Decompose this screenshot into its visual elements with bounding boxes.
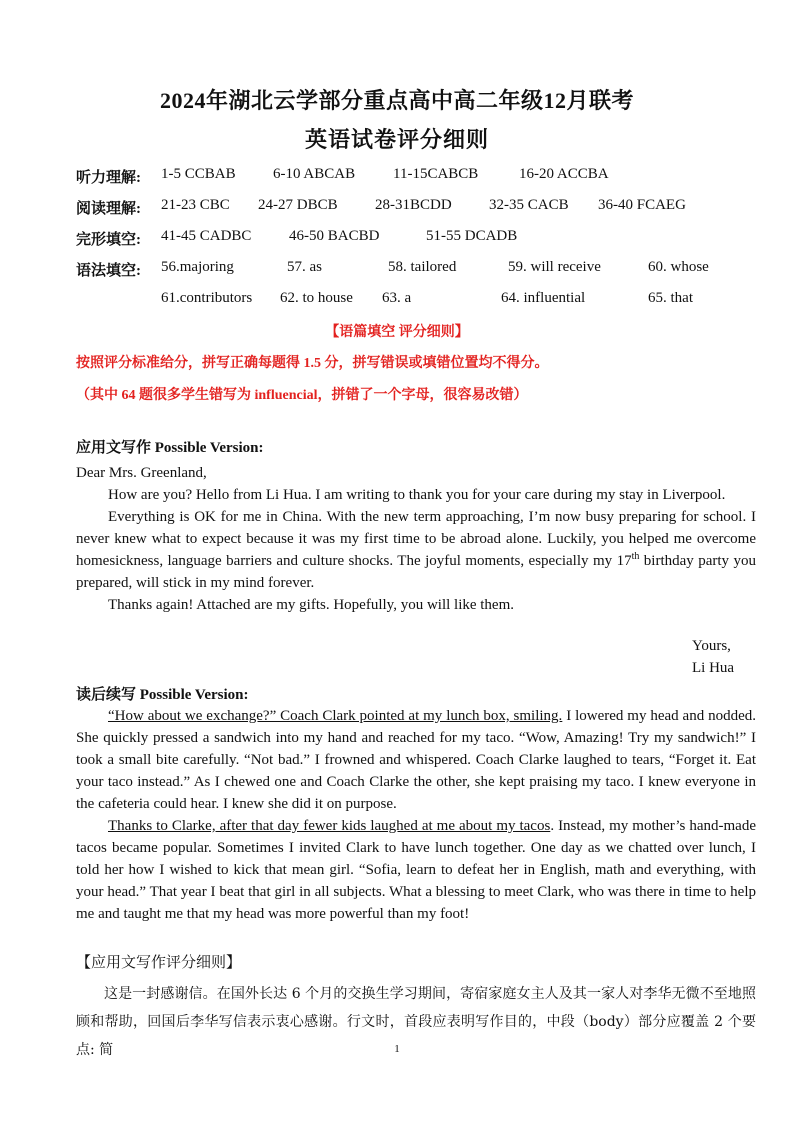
reading-label: 阅读理解:	[76, 201, 141, 217]
answer-group: 24-27 DBCB	[258, 197, 338, 213]
listening-answers	[76, 166, 756, 188]
given-first-sentence: “How about we exchange?” Coach Clark pointed at my lunch box, smiling.	[108, 708, 563, 724]
answer-group: 6-10 ABCAB	[273, 166, 356, 182]
grammar-answer: 57. as	[287, 259, 322, 275]
letter-body	[76, 462, 756, 616]
grammar-answer: 59. will receive	[508, 259, 601, 275]
letter-salutation: Dear Mrs. Greenland,	[76, 465, 207, 481]
answer-group: 41-45 CADBC	[161, 228, 252, 244]
letter-paragraph: Thanks again! Attached are my gifts. Hopefully, you will like them.	[108, 597, 515, 613]
page-number: 1	[394, 1043, 400, 1055]
answer-group: 21-23 CBC	[161, 197, 230, 213]
grammar-rule-2: （其中 64 题很多学生错写为 influencial，拼错了一个字母，很容易改错）	[76, 388, 528, 403]
answer-group: 28-31BCDD	[375, 197, 452, 213]
grammar-answer: 62. to house	[280, 290, 353, 306]
grammar-answer: 64. influential	[501, 290, 586, 306]
given-first-sentence: Thanks to Clarke, after that day fewer kids laughed at me about my tacos	[108, 818, 551, 834]
letter-paragraph: How are you? Hello from Li Hua. I am writing to thank you for your care during my stay in Liverpool.	[108, 487, 726, 503]
answer-group: 1-5 CCBAB	[161, 166, 236, 182]
grammar-answers-row1	[76, 259, 756, 281]
grammar-answer: 65. that	[648, 290, 693, 306]
paragraph-text: I lowered my head and nodded. She quickly pressed a sandwich into my hand and reached for my taco. “Wow, Amazing! Try my sandwich!” I took a small bite carefully. “Not bad.” I frowned and whispered. Coach Clarke laughed to tears, “Forget it. Eat your taco instead.” As I chewed one and Coach Clarke the other, she kept praising my taco. I knew everyone in the cafeteria could hear. I knew she did it on purpose.	[76, 708, 756, 812]
answer-group: 11-15CABCB	[393, 166, 479, 182]
ordinal-suffix: th	[631, 551, 640, 562]
scoring-detail-text: 这是一封感谢信。在国外长达 6 个月的交换生学习期间，寄宿家庭女主人及其一家人对李华无微不至地照顾和帮助，回国后李华写信表示衷心感谢。行文时，首段应表明写作目的，中段（body）部分应覆盖 2 个要点: 简	[76, 986, 756, 1058]
listening-label: 听力理解:	[76, 170, 141, 186]
grammar-answer: 63. a	[382, 290, 412, 306]
cloze-label: 完形填空:	[76, 232, 141, 248]
grammar-rule-1: 按照评分标准给分，拼写正确每题得 1.5 分，拼写错误或填错位置均不得分。	[76, 356, 549, 371]
grammar-answer: 56.majoring	[161, 259, 234, 275]
document-subtitle: 英语试卷评分细则	[304, 127, 489, 152]
continuation-body	[76, 705, 756, 925]
continuation-paragraph-1	[76, 705, 756, 815]
grammar-rules-heading: 【语篇填空 评分细则】	[325, 325, 469, 340]
letter-signature: Li Hua	[692, 660, 735, 676]
grammar-answer: 58. tailored	[388, 259, 457, 275]
answer-group: 32-35 CACB	[489, 197, 569, 213]
reading-answers	[76, 197, 756, 219]
continuation-paragraph-2	[76, 815, 756, 925]
letter-closing: Yours,	[692, 638, 731, 654]
paragraph-text: . Instead, my mother’s hand-made tacos became popular. Sometimes I invited Clark to have lunch together. One day as we chatted over lunch, I told her how I wished to kick that mean girl. “Sofia, learn to defeat her in English, math and everything, with your head.” That year I beat that girl in all subjects. What a blessing to meet Clark, who was there in time to help me and taught me that my head was more powerful than my foot!	[76, 818, 756, 922]
practical-writing-heading: 应用文写作 Possible Version:	[76, 440, 264, 456]
grammar-answers-row2	[76, 290, 756, 312]
letter-paragraph	[76, 506, 756, 594]
answer-group: 46-50 BACBD	[289, 228, 380, 244]
grammar-answer: 60. whose	[648, 259, 709, 275]
letter-text: birthday party you prepared, will stick in my mind forever.	[76, 553, 757, 591]
letter-text: Everything is OK for me in China. With the new term approaching, I’m now busy preparing for school. I never knew what to expect because it was my first time to be abroad alone. Luckily, you helped me overcome homesickness, language barriers and culture shocks. The joyful moments, especially my 17	[76, 509, 756, 569]
grammar-label: 语法填空:	[76, 263, 141, 279]
answer-group: 51-55 DCADB	[426, 228, 518, 244]
continuation-writing-heading: 读后续写 Possible Version:	[76, 687, 249, 703]
document-title: 2024年湖北云学部分重点高中高二年级12月联考	[159, 88, 634, 113]
answer-group: 36-40 FCAEG	[598, 197, 686, 213]
answer-group: 16-20 ACCBA	[519, 166, 609, 182]
grammar-answer: 61.contributors	[161, 290, 253, 306]
cloze-answers	[76, 228, 756, 250]
scoring-detail-heading: 【应用文写作评分细则】	[76, 955, 242, 971]
